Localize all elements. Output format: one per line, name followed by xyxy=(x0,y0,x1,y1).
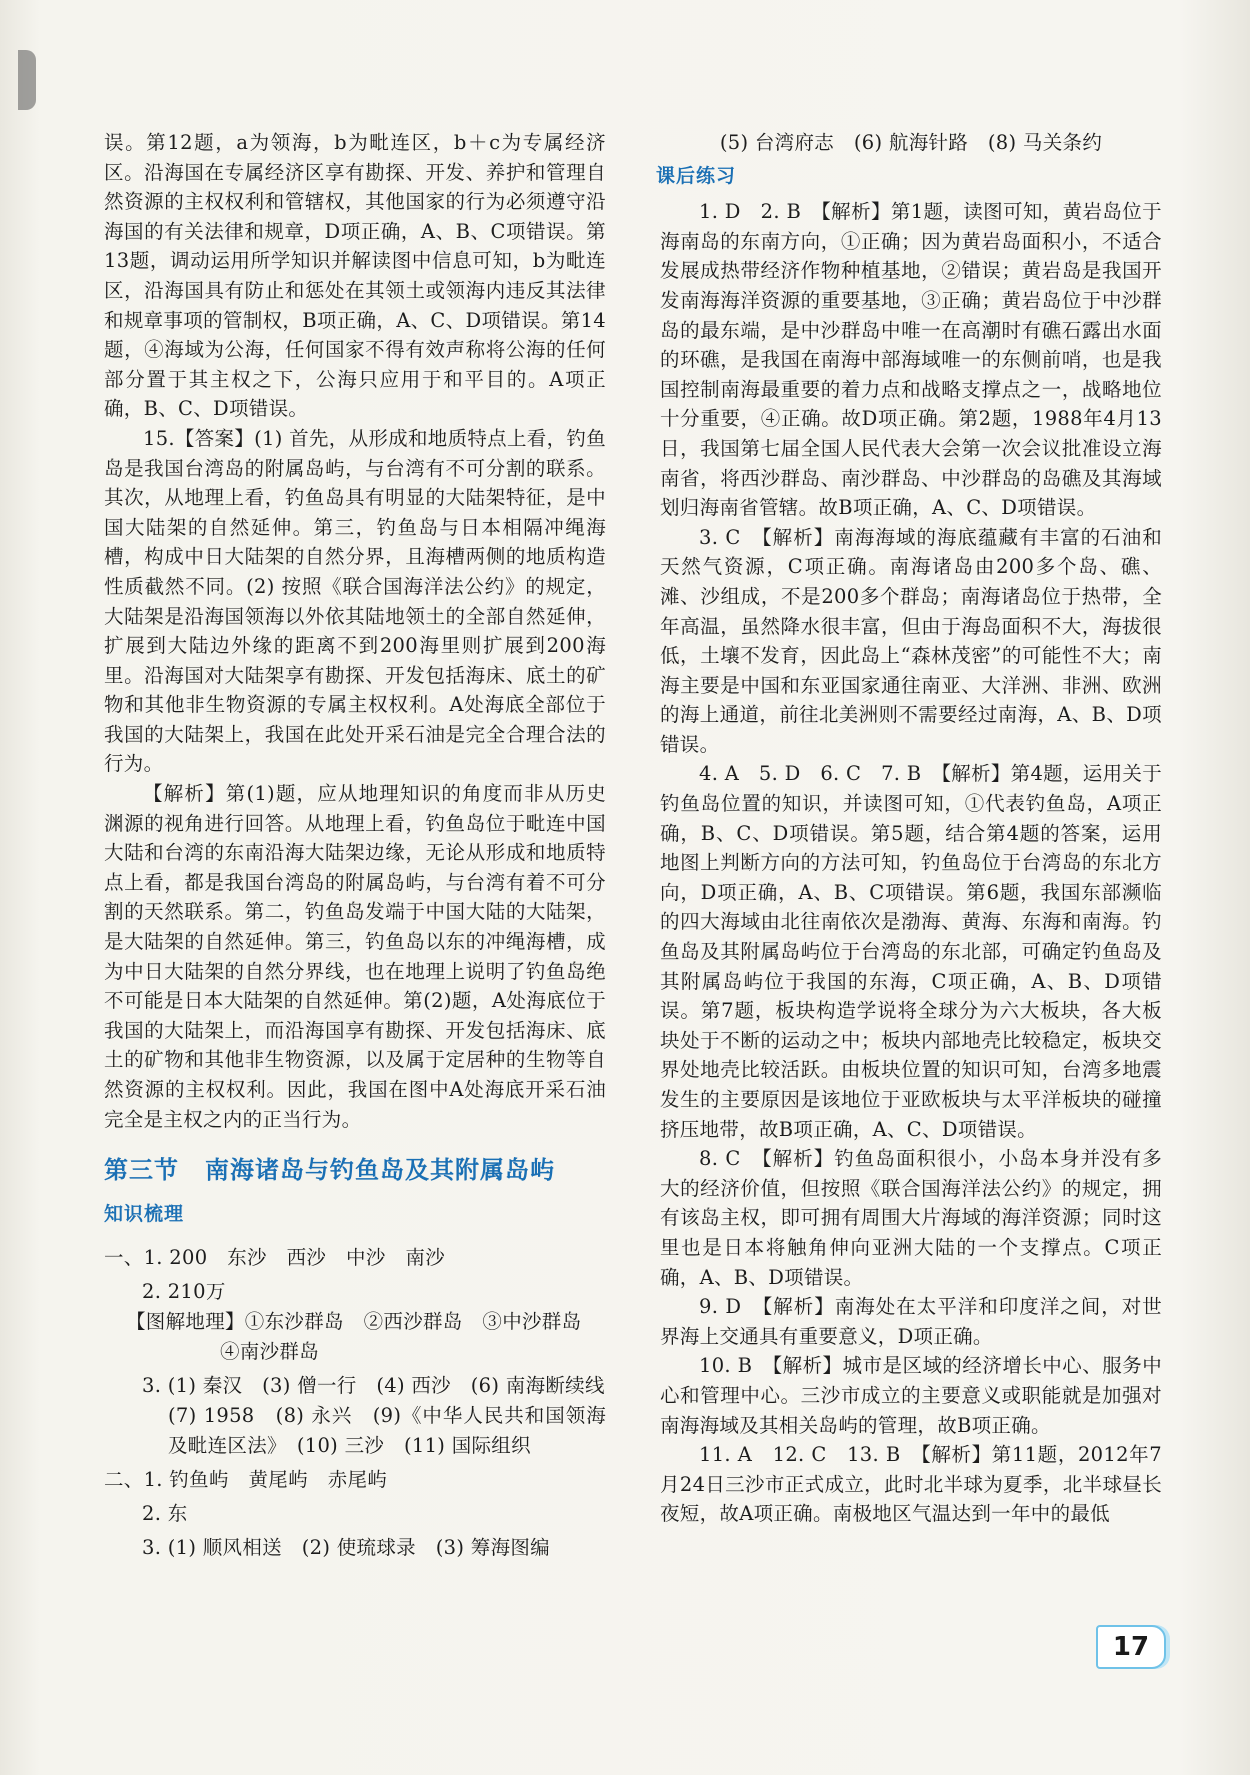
answer-paragraph: 1. D 2. B 【解析】第1题，读图可知，黄岩岛位于海南岛的东南方向，①正确；因为黄岩岛面积小，不适合发展成热带经济作物种植基地，②错误；黄岩岛是我国开发南海海洋资源的重要基地，③正确；黄岩岛位于中沙群岛的最东端，是中沙群岛中唯一在高潮时有礁石露出水面的环礁，是我国在南海中部海域唯一的东侧前哨，也是我国控制南海最重要的着力点和战略支撑点之一，战略地位十分重要，④正确。故D项正确。第2题，1988年4月13日，我国第七届全国人民代表大会第一次会议批准设立海南省，将西沙群岛、南沙群岛、中沙群岛的岛礁及其海域划归海南省管辖。故B项正确，A、C、D项错误。 xyxy=(660,200,1162,520)
list-item: 二、1. 钓鱼屿 黄尾屿 赤尾屿 xyxy=(104,1468,388,1492)
answer-line: (5) 台湾府志 (6) 航海针路 (8) 马关条约 xyxy=(719,131,1103,154)
list-item: (7) 1958 (8) 永兴 (9)《中华人民共和国领海及毗连区法》 (10) 三沙 (11) 国际组织 xyxy=(168,1404,606,1458)
answer-paragraph: 8. C 【解析】钓鱼岛面积很小，小岛本身并没有多大的经济价值，但按照《联合国海洋法公约》的规定，拥有该岛主权，即可拥有周围大片海域的海洋资源；同时这里也是日本将触角伸向亚洲大陆的一个支撑点。C项正确，A、B、D项错误。 xyxy=(660,1147,1162,1289)
answer-paragraph: 9. D 【解析】南海处在太平洋和印度洋之间，对世界海上交通具有重要意义，D项正确。 xyxy=(660,1295,1162,1348)
list-item: ④南沙群岛 xyxy=(220,1340,320,1364)
answer-paragraph: 10. B 【解析】城市是区域的经济增长中心、服务中心和管理中心。三沙市成立的主要意义或职能就是加强对南海海域及其相关岛屿的管理，故B项正确。 xyxy=(660,1354,1162,1437)
list-item: 2. 东 xyxy=(142,1502,188,1526)
section-number: 第三节 xyxy=(104,1156,179,1185)
list-item: 3. (1) 秦汉 (3) 僧一行 (4) 西沙 (6) 南海断续线 xyxy=(142,1374,605,1398)
page-edge-shadow xyxy=(18,50,36,110)
list-item: 3. (1) 顺风相送 (2) 使琉球录 (3) 筹海图编 xyxy=(142,1536,550,1560)
answer-paragraph: 3. C 【解析】南海海域的海底蕴藏有丰富的石油和天然气资源，C项正确。南海诸岛由200多个岛、礁、滩、沙组成，不是200多个群岛；南海诸岛位于热带，全年高温，虽然降水很丰富，但由于海岛面积不大，海拔很低，土壤不发育，因此岛上“森林茂密”的可能性不大；南海主要是中国和东亚国家通往南亚、大洋洲、非洲、欧洲的海上通道，前往北美洲则不需要经过南海，A、B、D项错误。 xyxy=(660,525,1162,756)
section-heading xyxy=(104,1156,606,1186)
right-column xyxy=(656,128,1162,1529)
section-title: 南海诸岛与钓鱼岛及其附属岛屿 xyxy=(205,1156,555,1185)
sub-heading: 课后练习 xyxy=(656,164,737,187)
answer-paragraph: 4. A 5. D 6. C 7. B 【解析】第4题，运用关于钓鱼岛位置的知识，并读图可知，①代表钓鱼岛，A项正确，B、C、D项错误。第5题，结合第4题的答案，运用地图上判断方向的方法可知，钓鱼岛位于台湾岛的东北方向，D项正确，A、B、C项错误。第6题，我国东部濒临的四大海域由北往南依次是渤海、黄海、东海和南海。钓鱼岛及其附属岛屿位于台湾岛的东北部，可确定钓鱼岛及其附属岛屿位于我国的东海，C项正确，A、B、D项错误。第7题，板块构造学说将全球分为六大板块，各大板块处于不断的运动之中；板块内部地壳比较稳定，板块交界处地壳比较活跃。由板块位置的知识可知，台湾多地震发生的主要原因是该地位于亚欧板块与太平洋板块的碰撞挤压地带，故B项正确，A、C、D项错误。 xyxy=(660,762,1162,1141)
sub-heading: 知识梳理 xyxy=(104,1202,185,1225)
list-item: 【图解地理】①东沙群岛 ②西沙群岛 ③中沙群岛 xyxy=(126,1310,582,1334)
paragraph: 误。第12题，a为领海，b为毗连区，b＋c为专属经济区。沿海国在专属经济区享有勘探、开发、养护和管理自然资源的主权权利和管辖权，其他国家的行为必须遵守沿海国的有关法律和规章，D项正确，A、B、C项错误。第13题，调动运用所学知识并解读图中信息可知，b为毗连区，沿海国具有防止和惩处在其领土或领海内违反其法律和规章事项的管制权，B项正确，A、C、D项错误。第14题，④海域为公海，任何国家不得有效声称将公海的任何部分置于其主权之下，公海只应用于和平目的。A项正确，B、C、D项错误。 xyxy=(104,131,606,421)
list-item: 2. 210万 xyxy=(142,1280,226,1304)
left-column xyxy=(104,128,606,1563)
list-item: 一、1. 200 东沙 西沙 中沙 南沙 xyxy=(104,1246,446,1270)
answer-paragraph: 11. A 12. C 13. B 【解析】第11题，2012年7月24日三沙市正式成立，此时北半球为夏季，北半球昼长夜短，故A项正确。南极地区气温达到一年中的最低 xyxy=(660,1443,1162,1526)
paragraph: 【解析】第(1)题，应从地理知识的角度而非从历史渊源的视角进行回答。从地理上看，钓鱼岛位于毗连中国大陆和台湾的东南沿海大陆架边缘，无论从形成和地质特点上看，都是我国台湾岛的附属岛屿，与台湾有着不可分割的天然联系。第二，钓鱼岛发端于中国大陆的大陆架，是大陆架的自然延伸。第三，钓鱼岛以东的冲绳海槽，成为中日大陆架的自然分界线，也在地理上说明了钓鱼岛绝不可能是日本大陆架的自然延伸。第(2)题，A处海底位于我国的大陆架上，而沿海国享有勘探、开发包括海床、底土的矿物和其他非生物资源，以及属于定居种的生物等自然资源的主权权利。因此，我国在图中A处海底开采石油完全是主权之内的正当行为。 xyxy=(104,782,606,1131)
paragraph: 15.【答案】(1) 首先，从形成和地质特点上看，钓鱼岛是我国台湾岛的附属岛屿，与台湾有不可分割的联系。其次，从地理上看，钓鱼岛具有明显的大陆架特征，是中国大陆架的自然延伸。第三，钓鱼岛与日本相隔冲绳海槽，构成中日大陆架的自然分界，且海槽两侧的地质构造性质截然不同。(2) 按照《联合国海洋法公约》的规定，大陆架是沿海国领海以外依其陆地领土的全部自然延伸，扩展到大陆边外缘的距离不到200海里则扩展到200海里。沿海国对大陆架享有勘探、开发包括海床、底土的矿物和其他非生物资源的专属主权权利。A处海底全部位于我国的大陆架上，我国在此处开采石油是完全合理合法的行为。 xyxy=(104,426,606,776)
knowledge-list xyxy=(104,1243,606,1563)
page-number: 17 xyxy=(1096,1625,1166,1669)
